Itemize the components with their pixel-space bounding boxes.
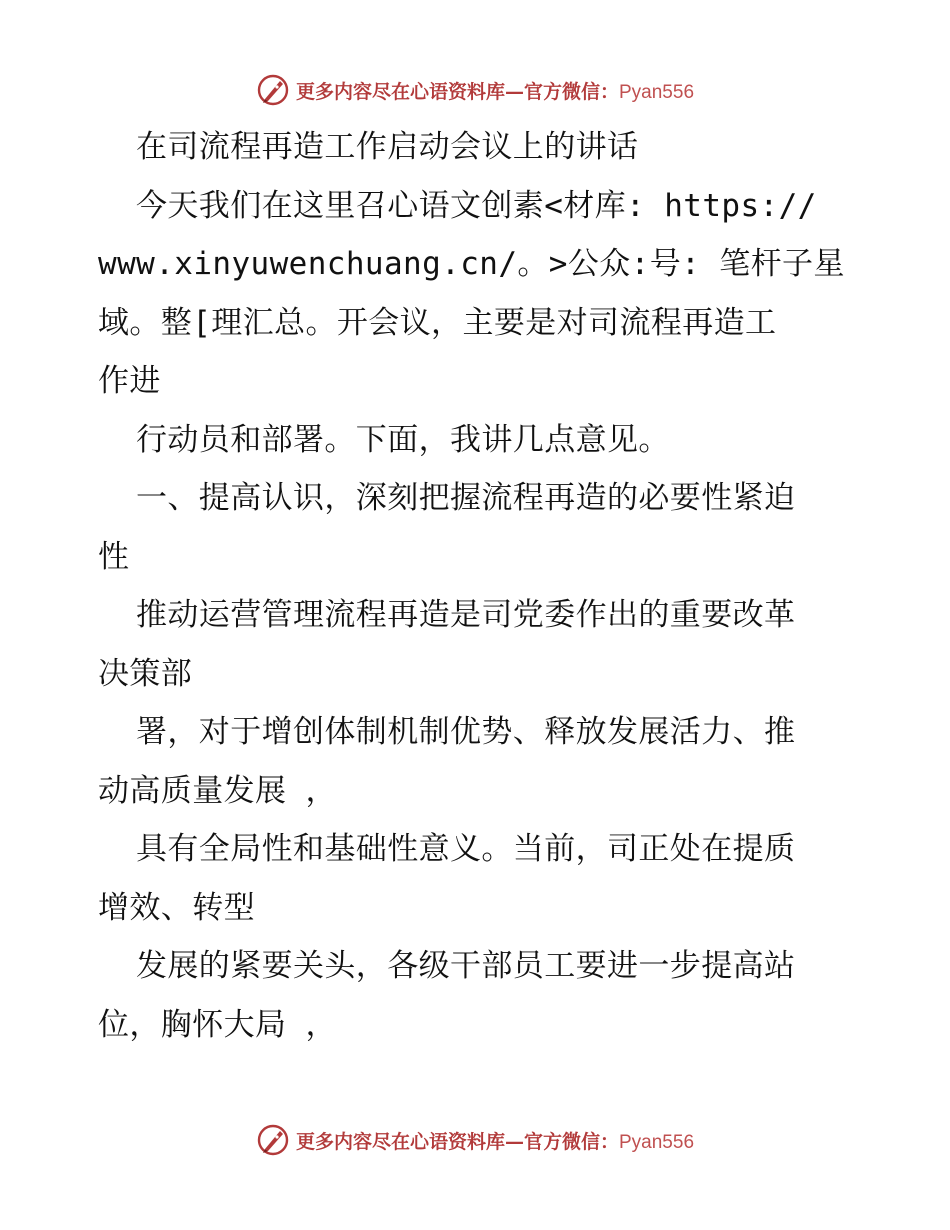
text-line: 行动员和部署。下面，我讲几点意见。 [136,421,670,458]
quill-pen-logo-icon [256,1123,290,1157]
quill-pen-logo-icon [256,73,290,107]
watermark-text: 更多内容尽在心语资料库—官方微信：Pyan556 [295,80,695,103]
text-line: 域。整[理汇总。开会议，主要是对司流程再造工 [98,304,777,341]
text-line: 增效、转型 [98,889,255,926]
text-line: 决策部 [98,655,193,692]
wechat-id: Pyan556 [619,81,695,103]
text-line: 推动运营管理流程再造是司党委作出的重要改革 [136,597,796,633]
text-line: 具有全局性和基础性意义。当前，司正处在提质 [136,831,796,867]
text-line: 作进 [98,363,161,399]
text-line: 一、提高认识，深刻把握流程再造的必要性紧迫 [136,480,796,516]
wechat-id: Pyan556 [619,1131,695,1153]
text-line: 动高质量发展 ， [98,772,337,809]
text-line: 性 [98,538,130,575]
text-line: 发展的紧要关头，各级干部员工要进一步提高站 [136,948,796,984]
text-line: 今天我们在这里召心语文创素<材库: https:// [136,187,817,224]
header-watermark-banner [0,70,950,110]
text-line: 署，对于增创体制机制优势、释放发展活力、推 [136,714,796,750]
text-line: 位，胸怀大局 ， [98,1006,337,1043]
watermark-text: 更多内容尽在心语资料库—官方微信：Pyan556 [295,1130,695,1153]
text-line: 在司流程再造工作启动会议上的讲话 [136,129,639,165]
text-line: www.xinyuwenchuang.cn/。>公众:号: 笔杆子星 [98,246,845,282]
footer-watermark-banner [0,1120,950,1160]
document-body [98,118,858,1054]
